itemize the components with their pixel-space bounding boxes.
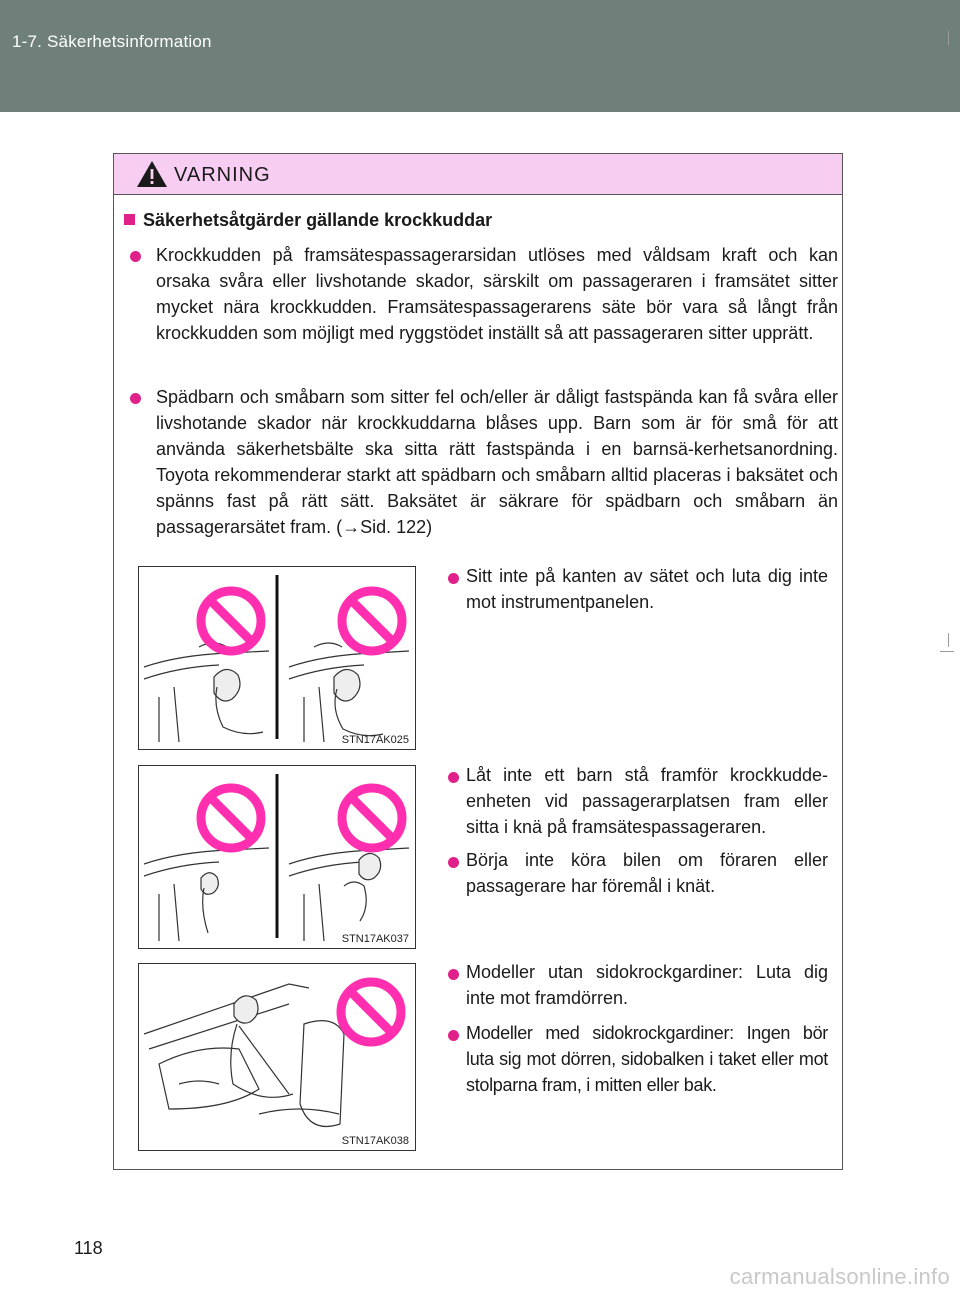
warning-box [113, 153, 843, 1170]
prohibition-icon [341, 982, 401, 1042]
prohibition-icon [342, 591, 402, 651]
bullet-icon [130, 251, 141, 262]
warning-title: VARNING [174, 164, 271, 186]
child-in-front-illustration [139, 766, 415, 948]
bullet-icon [448, 969, 459, 980]
prohibition-icon [201, 788, 261, 848]
figure-note: Modeller utan sidokrockgardiner: Luta dig inte mot framdörren. [466, 962, 828, 1008]
watermark: carmanualsonline.info [729, 1264, 950, 1289]
illustration-figure [138, 566, 416, 750]
figure-note: Låt inte ett barn stå framför krockkudde-enheten vid passagerarplatsen fram eller sitta i knä på framsätespassageraren. [466, 765, 828, 837]
bullet-icon [448, 573, 459, 584]
figure-note: Börja inte köra bilen om föraren eller passagerare har föremål i knät. [466, 850, 828, 896]
illustration-figure [138, 963, 416, 1151]
page-header [0, 0, 960, 112]
seat-too-close-illustration [139, 567, 415, 749]
leaning-on-door-illustration [139, 964, 415, 1150]
bullet-icon [448, 857, 459, 868]
section-title: Säkerhetsåtgärder gällande krockkuddar [124, 210, 492, 231]
warning-header [114, 154, 842, 195]
paragraph: Krockkudden på framsätespassagerarsidan utlöses med våldsam kraft och kan orsaka svåra eller livshotande skador, särskilt om passageraren i framsätet sitter mycket nära krockkudden. Framsätespassagerarens säte bör vara så långt från krockkudden som möjligt med ryggstödet inställt så att passageraren sitter upprätt. [156, 245, 838, 343]
bullet-icon [448, 1030, 459, 1041]
prohibition-icon [201, 591, 261, 651]
prohibition-icon [342, 788, 402, 848]
square-bullet-icon [124, 214, 135, 225]
figure-note: Sitt inte på kanten av sätet och luta dig inte mot instrumentpanelen. [466, 566, 828, 612]
bullet-icon [448, 772, 459, 783]
paragraph: Spädbarn och småbarn som sitter fel och/eller är dåligt fastspända kan få svåra eller livshotande skador när krockkuddarna blåses upp. Barn som är för små för att använda säkerhetsbälte ska sitta rätt fastspända i en barnsä-kerhetsanordning. Toyota rekommenderar starkt att spädbarn och småbarn alltid placeras i baksätet och spänns fast på rätt sätt. Baksätet är säkrare för spädbarn och småbarn än passagerarsätet fram. (→Sid. 122) [156, 387, 838, 537]
warning-triangle-icon [136, 160, 168, 188]
figure-code: STN17AK037 [341, 933, 409, 945]
figure-note: Modeller med sidokrockgardiner: Ingen bör luta sig mot dörren, sidobalken i taket eller mot stolparna fram, i mitten eller bak. [466, 1023, 828, 1095]
page-number: 118 [74, 1238, 103, 1258]
bullet-icon [130, 393, 141, 404]
figure-code: STN17AK038 [341, 1135, 409, 1147]
figure-code: STN17AK025 [341, 734, 409, 746]
illustration-figure [138, 765, 416, 949]
chapter-title: 1-7. Säkerhetsinformation [12, 32, 212, 51]
crop-mark [948, 633, 949, 647]
crop-mark [940, 651, 954, 652]
crop-mark [948, 31, 949, 45]
